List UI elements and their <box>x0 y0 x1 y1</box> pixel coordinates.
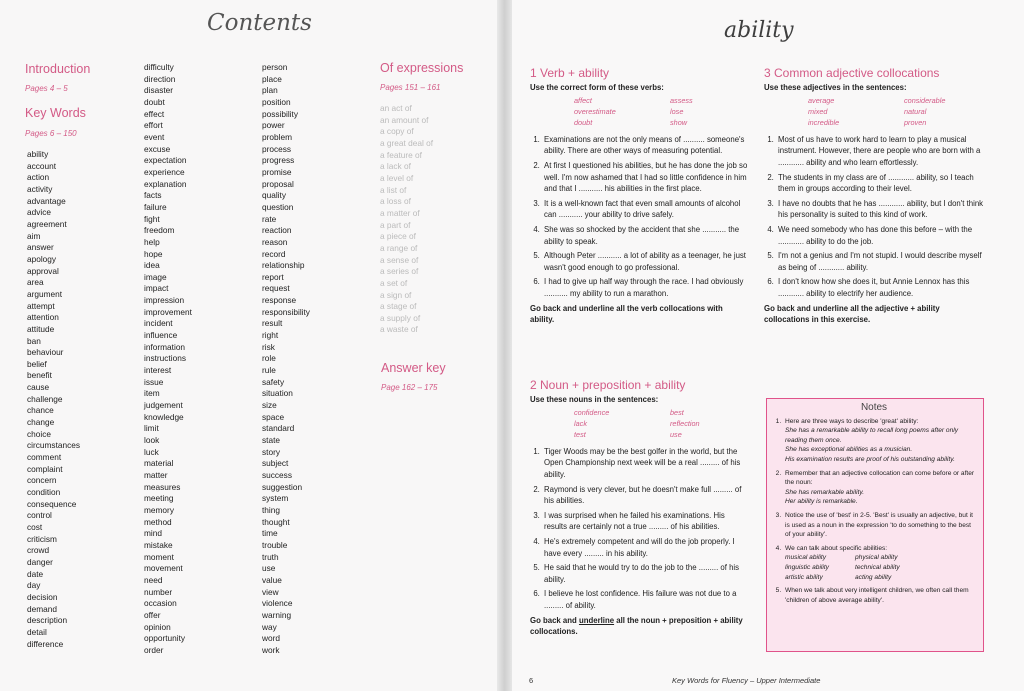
word: affect <box>574 95 592 105</box>
key-word-entry: order <box>144 644 164 655</box>
key-word-entry: event <box>144 131 165 142</box>
key-word-entry: cost <box>27 522 43 532</box>
key-word-entry: crowd <box>27 545 50 556</box>
key-word-entry: relationship <box>262 260 305 271</box>
exercise-item: 3. I was surprised when he failed his examinations. His results are certainly not a true ......... of his abilities. <box>542 510 748 533</box>
key-word-entry: control <box>27 510 52 521</box>
ability-title: ability <box>724 18 794 43</box>
key-word-entry: comment <box>27 452 62 463</box>
key-word-entry: advantage <box>27 195 66 206</box>
key-word-entry: safety <box>262 376 285 387</box>
key-word-entry: decision <box>27 591 58 602</box>
exercise-item: 2. The students in my class are of ............ ability, so I teach them in groups according to their level. <box>776 172 986 195</box>
key-word-entry: offer <box>144 609 161 620</box>
key-word-entry: person <box>262 62 288 72</box>
key-word-entry: apology <box>27 253 57 264</box>
exercise-item: 2. At first I questioned his abilities, but he has done the job so well. I'm now ashamed that I had so little confidence in him and that I ........... his abilities in the first place. <box>542 160 748 195</box>
key-word-entry: process <box>262 143 292 154</box>
exercise-item: 4. We need somebody who has done this before – with the ............ ability to do the job. <box>776 224 986 247</box>
key-word-entry: criticism <box>27 533 57 544</box>
key-word-entry: position <box>262 96 291 107</box>
key-word-entry: movement <box>144 563 183 574</box>
section-3-go-back: Go back and underline all the adjective + ability collocations in this exercise. <box>764 303 940 325</box>
key-word-entry: standard <box>262 423 295 434</box>
word: assess <box>670 95 693 105</box>
key-word-entry: view <box>262 586 279 597</box>
key-word-entry: area <box>27 277 44 288</box>
key-word-entry: request <box>262 283 290 294</box>
key-word-entry: hope <box>144 248 163 259</box>
exercise-item: 4. She was so shocked by the accident that she ........... the ability to speak. <box>542 224 748 247</box>
key-word-entry: number <box>144 586 173 597</box>
expression-entry: a feature of <box>380 149 422 160</box>
of-expressions-list <box>380 103 433 336</box>
key-word-entry: interest <box>144 365 172 376</box>
word: use <box>670 430 682 440</box>
note-item <box>783 417 975 465</box>
key-word-entry: violence <box>262 598 293 609</box>
expression-entry: a sign of <box>380 289 412 300</box>
key-word-entry: danger <box>27 556 53 567</box>
key-word-entry: progress <box>262 155 295 166</box>
key-word-entry: facts <box>144 190 162 201</box>
expression-entry: a sense of <box>380 254 419 265</box>
key-word-entry: result <box>262 318 283 329</box>
key-word-entry: matter <box>144 469 168 480</box>
word: overestimate <box>574 107 616 116</box>
key-word-entry: direction <box>144 73 176 84</box>
key-word-entry: improvement <box>144 306 192 317</box>
key-word-entry: warning <box>262 609 292 620</box>
key-word-entry: judgement <box>144 400 183 411</box>
key-word-entry: way <box>262 621 277 632</box>
key-word-entry: role <box>262 353 276 364</box>
section-1-go-back: Go back and underline all the verb collocations with ability. <box>530 303 723 325</box>
key-word-entry: rate <box>262 213 277 224</box>
key-word-entry: plan <box>262 85 278 96</box>
key-word-entry: opinion <box>144 621 171 632</box>
key-word-entry: condition <box>27 487 61 498</box>
key-word-entry: suggestion <box>262 481 303 492</box>
section-3-instruction: Use these adjectives in the sentences: <box>764 83 907 92</box>
note-example: His examination results are proof of his outstanding ability. <box>785 455 955 463</box>
section-2-word-box <box>574 407 748 441</box>
key-word-entry: description <box>27 615 68 626</box>
key-word-entry: information <box>144 341 186 352</box>
expression-entry: a set of <box>380 277 408 288</box>
note-example-grid <box>785 553 975 582</box>
note-text: Notice the use of 'best' in 2-5. 'Best' is usually an adjective, but it is used as a noun in the expression 'to do something to the best of your ability'. <box>785 511 973 539</box>
key-word-entry: luck <box>144 446 159 457</box>
key-word-entry: advice <box>27 207 51 218</box>
word: average <box>808 95 835 105</box>
key-word-entry: impact <box>144 283 169 294</box>
section-1-instruction: Use the correct form of these verbs: <box>530 83 664 92</box>
exercise-item: 6. I believe he lost confidence. His failure was not due to a ......... of ability. <box>542 588 748 611</box>
introduction-heading: Introduction <box>25 62 91 76</box>
key-word-entry: freedom <box>144 225 175 236</box>
of-expressions-pages: Pages 151 – 161 <box>380 83 441 92</box>
key-word-entry: value <box>262 574 282 585</box>
note-example: She has exceptional abilities as a musician. <box>785 446 913 454</box>
key-word-entry: circumstances <box>27 440 81 451</box>
key-word-entry: need <box>144 574 163 585</box>
key-word-entry: fight <box>144 213 160 224</box>
word: test <box>574 430 586 440</box>
key-word-entry: limit <box>144 423 159 434</box>
section-verb-ability <box>530 66 748 326</box>
note-text: When we talk about very intelligent children, we often call them 'children of above average ability'. <box>785 587 969 604</box>
exercise-item: 1. Tiger Woods may be the best golfer in the world, but the Open Championship next week will be a real ......... of his ability. <box>542 446 748 481</box>
key-word-entry: reason <box>262 236 288 247</box>
key-word-entry: aim <box>27 230 41 241</box>
key-word-entry: idea <box>144 260 160 271</box>
key-word-entry: doubt <box>144 96 165 107</box>
key-word-entry: ability <box>27 149 49 159</box>
word: confidence <box>574 407 610 417</box>
key-word-entry: activity <box>27 183 53 194</box>
exercise-item: 5. He said that he would try to do the job to the ......... of his ability. <box>542 562 748 585</box>
expression-entry: a list of <box>380 184 407 195</box>
key-word-entry: memory <box>144 504 174 515</box>
key-word-entry: instructions <box>144 353 186 364</box>
expression-entry: a range of <box>380 242 418 253</box>
expression-entry: a loss of <box>380 196 411 207</box>
word: best <box>670 407 684 417</box>
key-word-entry: material <box>144 458 174 469</box>
key-word-entry: meeting <box>144 493 174 504</box>
key-word-entry: help <box>144 236 160 247</box>
key-words-column-3 <box>262 62 310 656</box>
key-words-heading: Key Words <box>25 106 86 120</box>
word: incredible <box>808 118 840 128</box>
note-item <box>783 511 975 540</box>
key-word-entry: risk <box>262 341 275 352</box>
note-example: acting ability <box>855 573 892 581</box>
key-word-entry: explanation <box>144 178 187 189</box>
key-word-entry: attempt <box>27 300 55 311</box>
key-word-entry: situation <box>262 388 293 399</box>
key-word-entry: response <box>262 295 297 306</box>
key-word-entry: time <box>262 528 278 539</box>
exercise-item: 2. Raymond is very clever, but he doesn't make full ......... of his abilities. <box>542 484 748 507</box>
key-word-entry: space <box>262 411 285 422</box>
key-word-entry: consequence <box>27 498 77 509</box>
key-word-entry: failure <box>144 201 167 212</box>
expression-entry: a series of <box>380 266 419 277</box>
word: considerable <box>904 95 946 105</box>
note-example: Her ability is remarkable. <box>785 498 858 506</box>
key-word-entry: belief <box>27 358 47 369</box>
section-noun-preposition-ability <box>530 378 748 638</box>
exercise-item: 5. Although Peter ........... a lot of ability as a teenager, he just wasn't good enough to go professional. <box>542 250 748 273</box>
key-word-entry: chance <box>27 405 54 416</box>
section-1-word-box <box>574 95 748 129</box>
key-word-entry: power <box>262 120 285 131</box>
exercise-item: 4. He's extremely competent and will do the job properly. I have every ......... in his ability. <box>542 536 748 559</box>
key-word-entry: thought <box>262 516 290 527</box>
key-word-entry: complaint <box>27 463 63 474</box>
key-words-column-1 <box>27 149 80 650</box>
key-word-entry: measures <box>144 481 181 492</box>
key-word-entry: subject <box>262 458 289 469</box>
key-word-entry: problem <box>262 131 292 142</box>
expression-entry: a copy of <box>380 126 414 137</box>
key-word-entry: excuse <box>144 143 171 154</box>
key-word-entry: cause <box>27 382 50 393</box>
key-word-entry: promise <box>262 166 292 177</box>
note-item <box>783 544 975 582</box>
key-word-entry: image <box>144 271 167 282</box>
expression-entry: a piece of <box>380 231 416 242</box>
exercise-item: 3. I have no doubts that he has ............ ability, but I don't think his personality is suited to this kind of work. <box>776 198 986 221</box>
key-words-column-2 <box>144 62 192 656</box>
note-text: Remember that an adjective collocation can come before or after the noun: <box>785 469 975 487</box>
key-word-entry: demand <box>27 603 57 614</box>
exercise-item: 1. Most of us have to work hard to learn to play a musical instrument. However, there are people who are born with a ............ ability and who learn effortlessly. <box>776 134 986 169</box>
note-example: She has remarkable ability. <box>785 488 865 496</box>
key-word-entry: thing <box>262 504 280 515</box>
key-word-entry: effect <box>144 108 165 119</box>
key-word-entry: story <box>262 446 280 457</box>
section-2-exercise-list <box>530 446 748 612</box>
word: proven <box>904 118 927 128</box>
section-2-instruction: Use these nouns in the sentences: <box>530 395 659 404</box>
exercise-item: 5. I'm not a genius and I'm not stupid. I would describe myself as being of ............ ability. <box>776 250 986 273</box>
key-word-entry: place <box>262 73 282 84</box>
key-word-entry: incident <box>144 318 173 329</box>
key-word-entry: difference <box>27 638 64 649</box>
section-1-exercise-list <box>530 134 748 300</box>
exercise-item: 1. Examinations are not the only means of .......... someone's ability. There are other ways of measuring potential. <box>542 134 748 157</box>
word: lack <box>574 419 587 428</box>
expression-entry: a waste of <box>380 324 418 335</box>
key-word-entry: quality <box>262 190 286 201</box>
notes-box <box>766 398 984 652</box>
key-word-entry: experience <box>144 166 185 177</box>
key-word-entry: word <box>262 633 280 644</box>
key-word-entry: system <box>262 493 289 504</box>
key-word-entry: effort <box>144 120 163 131</box>
key-word-entry: attitude <box>27 323 55 334</box>
note-example: physical ability <box>855 554 898 562</box>
word: reflection <box>670 419 700 428</box>
key-word-entry: opportunity <box>144 633 186 644</box>
key-word-entry: day <box>27 580 41 591</box>
note-example: technical ability <box>855 563 900 571</box>
key-word-entry: mistake <box>144 539 173 550</box>
note-text: Here are three ways to describe 'great' ability: <box>785 417 919 425</box>
key-word-entry: change <box>27 417 55 428</box>
of-expressions-heading: Of expressions <box>380 61 464 75</box>
key-word-entry: record <box>262 248 286 259</box>
word: lose <box>670 107 684 116</box>
section-3-word-box <box>808 95 986 129</box>
key-word-entry: ban <box>27 335 41 346</box>
introduction-pages: Pages 4 – 5 <box>25 84 68 93</box>
exercise-item: 6. I don't know how she does it, but Annie Lennox has this ............ ability to electrify her audience. <box>776 276 986 299</box>
book-footer: Key Words for Fluency – Upper Intermediate <box>672 676 821 685</box>
word: doubt <box>574 118 593 128</box>
key-word-entry: possibility <box>262 108 298 119</box>
key-word-entry: action <box>27 172 50 183</box>
key-word-entry: reaction <box>262 225 292 236</box>
key-word-entry: behaviour <box>27 347 64 358</box>
answer-key-heading: Answer key <box>381 361 446 375</box>
expression-entry: a lack of <box>380 161 411 172</box>
page-number: 6 <box>529 676 534 685</box>
key-word-entry: item <box>144 388 160 399</box>
section-adjective-collocations <box>764 66 986 326</box>
key-word-entry: truth <box>262 551 279 562</box>
word: natural <box>904 107 927 116</box>
note-example: artistic ability <box>785 573 823 581</box>
key-word-entry: state <box>262 435 280 445</box>
section-2-heading: 2 Noun + preposition + ability <box>530 378 686 392</box>
key-word-entry: use <box>262 563 276 574</box>
key-word-entry: concern <box>27 475 57 486</box>
key-words-pages: Pages 6 – 150 <box>25 129 77 138</box>
expression-entry: an act of <box>380 103 412 113</box>
expression-entry: a stage of <box>380 301 417 312</box>
key-word-entry: mind <box>144 528 162 539</box>
contents-page <box>0 0 497 691</box>
word: mixed <box>808 107 828 116</box>
key-word-entry: agreement <box>27 218 67 229</box>
key-word-entry: work <box>262 644 280 655</box>
note-example: She has a remarkable ability to recall long poems after only reading them once. <box>785 427 958 444</box>
key-word-entry: detail <box>27 626 47 637</box>
key-word-entry: right <box>262 330 279 341</box>
key-word-entry: answer <box>27 242 54 253</box>
expression-entry: a great deal of <box>380 137 434 148</box>
exercise-item: 3. It is a well-known fact that even small amounts of alcohol can ........... your ability to drive safely. <box>542 198 748 221</box>
expression-entry: a level of <box>380 172 414 183</box>
key-word-entry: success <box>262 469 292 480</box>
section-3-exercise-list <box>764 134 986 300</box>
key-word-entry: size <box>262 400 277 411</box>
go-back-text: Go back and <box>530 615 579 625</box>
key-word-entry: influence <box>144 330 178 341</box>
note-item <box>783 586 975 605</box>
section-3-heading: 3 Common adjective collocations <box>764 66 940 80</box>
notes-list <box>773 417 975 606</box>
key-word-entry: moment <box>144 551 174 562</box>
book-gutter <box>497 0 512 691</box>
key-word-entry: look <box>144 435 160 445</box>
key-word-entry: account <box>27 160 57 171</box>
expression-entry: a supply of <box>380 312 421 323</box>
key-word-entry: question <box>262 201 294 212</box>
note-item <box>783 469 975 507</box>
key-word-entry: proposal <box>262 178 294 189</box>
section-2-go-back <box>530 615 748 638</box>
key-word-entry: difficulty <box>144 62 174 72</box>
key-word-entry: benefit <box>27 370 52 381</box>
exercise-item: 6. I had to give up half way through the race. I had obviously ........... my ability to run a marathon. <box>542 276 748 299</box>
note-example: linguistic ability <box>785 563 829 571</box>
key-word-entry: choice <box>27 428 51 439</box>
key-word-entry: trouble <box>262 539 288 550</box>
key-word-entry: responsibility <box>262 306 310 317</box>
key-word-entry: impression <box>144 295 185 306</box>
contents-title: Contents <box>207 10 312 36</box>
key-word-entry: report <box>262 271 284 282</box>
note-example: musical ability <box>785 554 827 562</box>
expression-entry: a part of <box>380 219 411 230</box>
key-word-entry: disaster <box>144 85 174 96</box>
go-back-underline-word: underline <box>578 615 615 625</box>
key-word-entry: expectation <box>144 155 187 166</box>
expression-entry: an amount of <box>380 114 429 125</box>
key-word-entry: challenge <box>27 393 63 404</box>
answer-key-pages: Page 162 – 175 <box>381 383 438 392</box>
key-word-entry: date <box>27 568 44 579</box>
key-word-entry: attention <box>27 312 59 323</box>
section-1-heading: 1 Verb + ability <box>530 66 610 80</box>
key-word-entry: occasion <box>144 598 177 609</box>
key-word-entry: rule <box>262 365 276 376</box>
key-word-entry: approval <box>27 265 59 276</box>
word: show <box>670 118 688 128</box>
notes-title: Notes <box>860 402 888 413</box>
go-back-text: all the noun + preposition + ability collocations. <box>530 615 743 637</box>
key-word-entry: issue <box>144 376 164 387</box>
key-word-entry: knowledge <box>144 411 184 422</box>
key-word-entry: argument <box>27 288 63 299</box>
expression-entry: a matter of <box>380 207 420 218</box>
key-word-entry: method <box>144 516 172 527</box>
note-text: We can talk about specific abilities: <box>785 544 888 552</box>
